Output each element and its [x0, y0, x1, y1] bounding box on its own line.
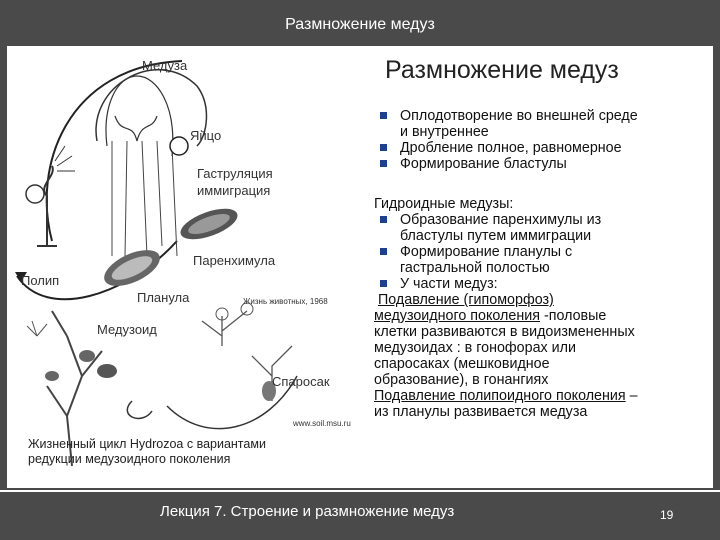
bullet-square-icon [374, 140, 400, 156]
medusa-gonads [115, 116, 157, 141]
footer-divider [0, 490, 720, 492]
header-title: Размножение медуз [285, 16, 435, 33]
label-egg: Яйцо [190, 128, 222, 143]
polyp-tentacles [55, 146, 75, 171]
suppression-line-1: Подавление (гипоморфоз) [377, 292, 554, 308]
polyp-stalk [37, 166, 57, 246]
medusa-tentacles [112, 141, 177, 256]
label-url: www.soil.msu.ru [293, 419, 351, 428]
medusa-inner [106, 76, 173, 156]
footer [0, 490, 720, 540]
para-line: образование), в гонангиях [374, 372, 549, 388]
slide-title: Размножение медуз [385, 56, 619, 84]
hydroid-heading: Гидроидные медузы: [374, 196, 514, 212]
medusoid-bud [97, 364, 117, 378]
bullet-square-icon [374, 212, 400, 244]
small-polyp [27, 321, 47, 336]
life-cycle-figure [7, 46, 355, 478]
caption-line-1: Жизненный цикл Hydrozoa с вариантами [28, 437, 266, 451]
label-immigration: иммиграция [197, 183, 271, 198]
last-line: из планулы развивается медуза [374, 404, 588, 420]
bullet-item: Дробление полное, равномерное [374, 140, 714, 156]
label-planula: Планула [137, 290, 190, 305]
polyp-bud [26, 185, 44, 203]
label-medusoid: Медузоид [97, 322, 157, 337]
bullet-item: У части медуз: [374, 276, 714, 292]
title-bar [0, 0, 720, 46]
bullet-square-icon [374, 244, 400, 276]
main-text [374, 108, 714, 420]
label-parenchymula: Паренхимула [193, 253, 276, 268]
label-sporosac: Спаросак [272, 374, 330, 389]
sporosac-hydranth [202, 311, 247, 346]
caption-line-2: редукции медузоидного поколения [28, 452, 231, 466]
para-line: клетки развиваются в видоизмененных [374, 324, 635, 340]
label-polyp: Полип [21, 273, 60, 288]
label-medusa: Медуза [142, 58, 188, 73]
lower-arrow-left [127, 401, 152, 418]
bullet-item: Формирование планулы с гастральной полостью [374, 244, 714, 276]
page-number: 19 [660, 508, 674, 522]
label-gastrulation: Гаструляция [197, 166, 273, 181]
bullet-square-icon [374, 108, 400, 140]
bullet-square-icon [374, 156, 400, 172]
footer-lecture: Лекция 7. Строение и размножение медуз [160, 503, 455, 520]
bullet-item: Формирование бластулы [374, 156, 714, 172]
label-credit: Жизнь животных, 1968 [243, 297, 328, 306]
polyp-suppression-line: Подавление полипоидного поколения – [374, 388, 638, 404]
para-line: медузоидах : в гонофорах или [374, 340, 576, 356]
bullet-square-icon [374, 276, 400, 292]
bullet-item: Образование паренхимулы из бластулы путем иммиграции [374, 212, 714, 244]
figure-caption [28, 437, 328, 467]
life-cycle-drawing [7, 46, 355, 478]
para-line: спаросаках (мешковидное [374, 356, 550, 372]
suppression-line-2: медузоидного поколения -половые [374, 308, 607, 324]
egg-shape [170, 137, 188, 155]
bullet-item: Оплодотворение во внешней среде и внутреннее [374, 108, 714, 140]
